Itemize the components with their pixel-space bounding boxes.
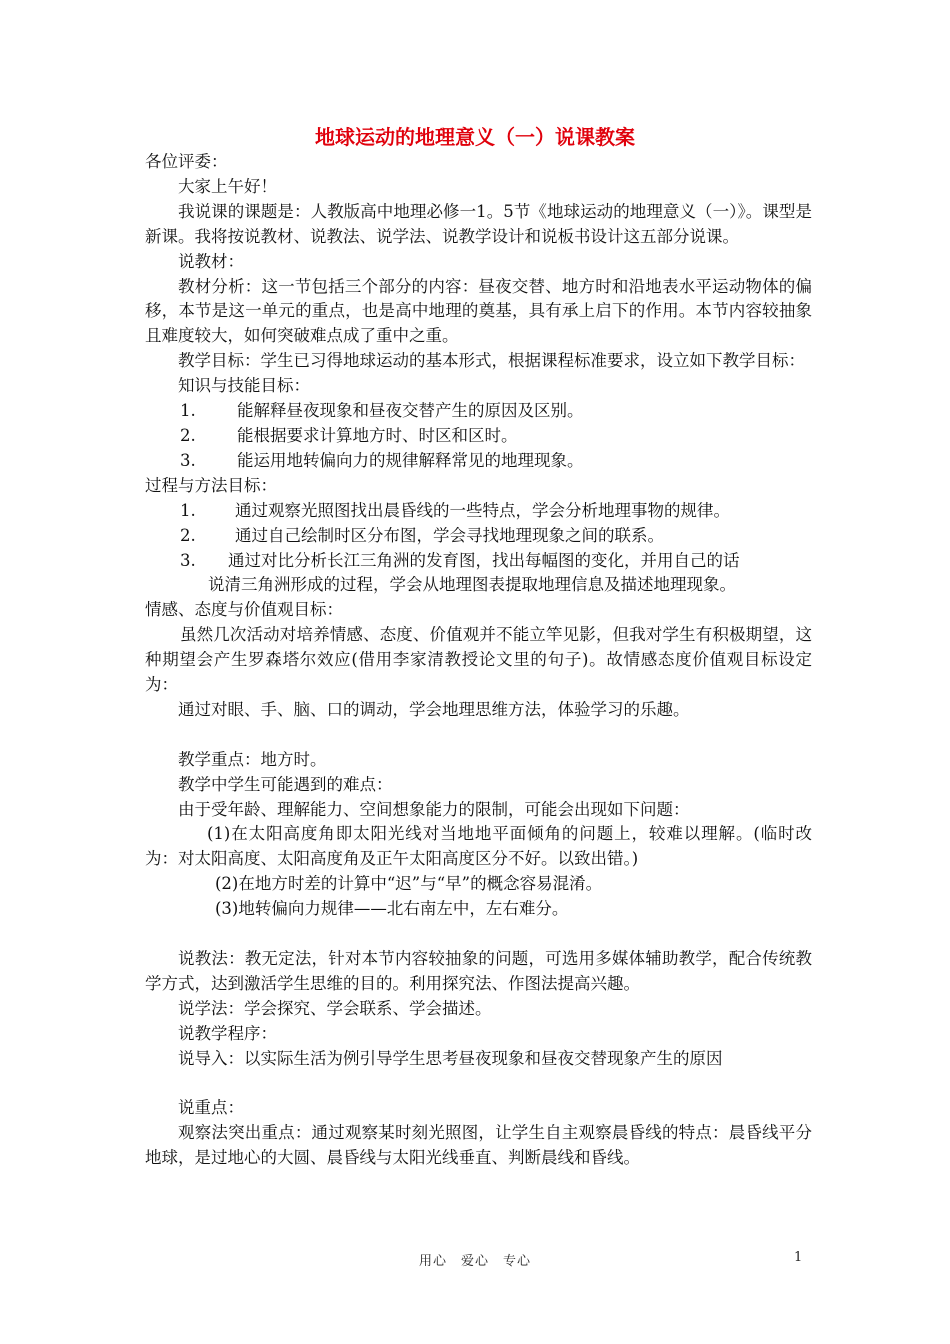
intro-paragraph: 我说课的课题是：人教版高中地理必修一1。5节《地球运动的地理意义（一）》。课型是新课。我将按说教材、说教法、说学法、说教学设计和说板书设计这五部分说课。 [145, 201, 812, 246]
page-footer: 用心 爱心 专心 [418, 1254, 531, 1269]
blank-line [145, 922, 812, 947]
process-item [145, 499, 812, 524]
item-text: 通过自己绘制时区分布图，学会寻找地理现象之间的联系。 [235, 525, 664, 545]
process-item [145, 549, 812, 599]
key-heading: 说重点： [178, 1098, 244, 1118]
emotion-goal: 通过对眼、手、脑、口的调动，学会地理思维方法，体验学习的乐趣。 [178, 699, 690, 719]
item-text-line1: 通过对比分析长江三角洲的发育图，找出每幅图的变化，并用自己的话 [228, 550, 740, 570]
knowledge-item [145, 449, 812, 474]
process-item [145, 524, 812, 549]
teaching-procedure: 说教学程序： [178, 1023, 277, 1043]
item-text-line2: 说清三角洲形成的过程，学会从地理图表提取地理信息及描述地理现象。 [208, 575, 736, 595]
difficulty-item: (1)在太阳高度角即太阳光线对当地地平面倾角的问题上，较难以理解。(临时改为：对太阳高度、太阳高度角及正午太阳高度区分不好。以致出错。) [145, 824, 812, 869]
teaching-goal: 教学目标：学生已习得地球运动的基本形式，根据课程标准要求，设立如下教学目标： [178, 351, 805, 371]
item-text: 能根据要求计算地方时、时区和区时。 [237, 425, 518, 445]
item-number: 2. [180, 525, 196, 545]
section-material: 说教材： [178, 251, 244, 271]
teaching-method: 说教法：教无定法，针对本节内容较抽象的问题，可选用多媒体辅助教学，配合传统教学方式，达到激活学生思维的目的。利用探究法、作图法提高兴趣。 [145, 948, 812, 993]
item-number: 1. [180, 401, 196, 421]
page-title: 地球运动的地理意义（一）说课教案 [315, 125, 635, 149]
blank-line [145, 723, 812, 748]
item-number: 3. [180, 450, 196, 470]
greeting: 各位评委： [145, 152, 228, 171]
item-text: 通过观察光照图找出晨昏线的一些特点，学会分析地理事物的规律。 [235, 500, 730, 520]
lead-in: 说导入：以实际生活为例引导学生思考昼夜现象和昼夜交替现象产生的原因 [178, 1048, 723, 1068]
item-number: 1. [180, 500, 196, 520]
document-body [145, 150, 812, 1171]
item-text: 能运用地转偏向力的规律解释常见的地理现象。 [237, 450, 584, 470]
knowledge-item [145, 399, 812, 424]
process-heading: 过程与方法目标： [145, 475, 277, 495]
emotion-text: 虽然几次活动对培养情感、态度、价值观并不能立竿见影，但我对学生有积极期望，这种期望会产生罗森塔尔效应(借用李家清教授论文里的句子)。故情感态度价值观目标设定为： [145, 625, 812, 695]
page-number: 1 [794, 1250, 803, 1265]
item-number: 2. [180, 425, 196, 445]
emotion-heading: 情感、态度与价值观目标： [145, 600, 343, 620]
key-point: 教学重点：地方时。 [178, 749, 327, 769]
item-number: 3. [180, 550, 196, 570]
difficulty-item: (2)在地方时差的计算中“迟”与“早”的概念容易混淆。 [215, 874, 603, 894]
study-method: 说学法：学会探究、学会联系、学会描述。 [178, 998, 492, 1018]
difficulty-item: (3)地转偏向力规律——北右南左中，左右难分。 [215, 899, 569, 919]
blank-line [145, 1072, 812, 1097]
key-text: 观察法突出重点：通过观察某时刻光照图，让学生自主观察晨昏线的特点：晨昏线平分地球，是过地心的大圆、晨昏线与太阳光线垂直、判断晨线和昏线。 [145, 1123, 812, 1168]
difficulty-intro: 由于受年龄、理解能力、空间想象能力的限制，可能会出现如下问题： [178, 799, 690, 819]
material-analysis: 教材分析：这一节包括三个部分的内容：昼夜交替、地方时和沿地表水平运动物体的偏移，本节是这一单元的重点，也是高中地理的奠基，具有承上启下的作用。本节内容较抽象且难度较大，如何突破难点成了重中之重。 [145, 276, 812, 346]
hello: 大家上午好！ [178, 176, 277, 196]
knowledge-item [145, 424, 812, 449]
knowledge-heading: 知识与技能目标： [178, 376, 310, 396]
item-text: 能解释昼夜现象和昼夜交替产生的原因及区别。 [237, 401, 584, 421]
difficulty-heading: 教学中学生可能遇到的难点： [178, 774, 393, 794]
